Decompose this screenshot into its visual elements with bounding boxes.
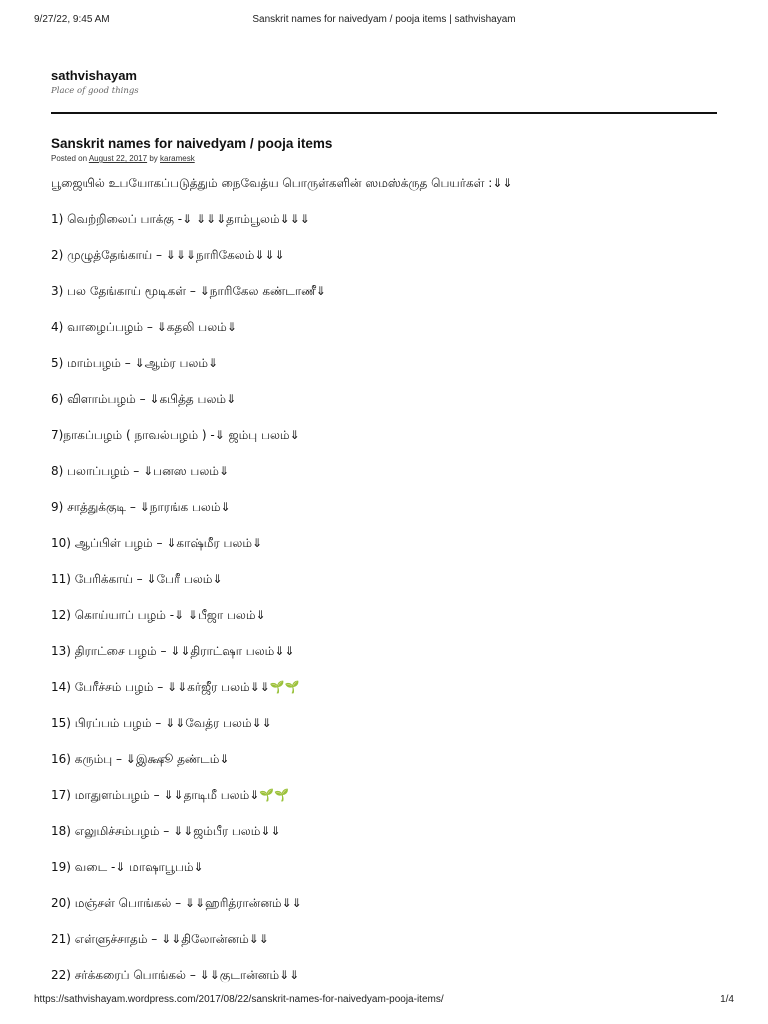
print-datetime: 9/27/22, 9:45 AM [34,14,110,25]
list-item: 11) பேரிக்காய் – ⇓பேரீ பலம்⇓ [51,572,223,586]
list-item: 21) எள்ளுச்சாதம் – ⇓⇓திலோன்னம்⇓⇓ [51,932,269,946]
author-link[interactable]: karamesk [160,154,195,163]
list-item: 4) வாழைப்பழம் – ⇓கதலி பலம்⇓ [51,320,237,334]
by-label: by [149,154,158,163]
list-item: 5) மாம்பழம் – ⇓ஆம்ர பலம்⇓ [51,356,219,370]
print-header [34,14,734,28]
print-footer [34,994,734,1008]
print-page-title: Sanskrit names for naivedyam / pooja items | sathvishayam [252,14,516,25]
site-header [51,68,717,96]
list-item: 6) விளாம்பழம் – ⇓கபித்த பலம்⇓ [51,392,237,406]
site-title[interactable]: sathvishayam [51,68,137,83]
post-title[interactable]: Sanskrit names for naivedyam / pooja items [51,136,333,151]
print-url: https://sathvishayam.wordpress.com/2017/08/22/sanskrit-names-for-naivedyam-pooja-items/ [34,994,444,1005]
list-item: 20) மஞ்சள் பொங்கல் – ⇓⇓ஹரித்ரான்னம்⇓⇓ [51,896,302,910]
list-item: 12) கொய்யாப் பழம் -⇓ ⇓பீஜா பலம்⇓ [51,608,266,622]
post [51,136,728,1003]
list-item: 1) வெற்றிலைப் பாக்கு -⇓ ⇓⇓⇓தாம்பூலம்⇓⇓⇓ [51,212,310,226]
print-page-number: 1/4 [720,994,734,1005]
list-item: 8) பலாப்பழம் – ⇓பனஸ பலம்⇓ [51,464,230,478]
posted-on-label: Posted on [51,154,88,163]
site-tagline: Place of good things [51,86,139,96]
list-item: 22) சர்க்கரைப் பொங்கல் – ⇓⇓குடான்னம்⇓⇓ [51,968,300,982]
list-item: 13) திராட்சை பழம் – ⇓⇓திராட்ஷா பலம்⇓⇓ [51,644,295,658]
header-divider [51,112,717,114]
post-intro: பூஜையில் உபயோகப்படுத்தும் நைவேத்ய பொருள்களின் ஸமஸ்க்ருத பெயர்கள் :⇓⇓ [51,176,513,190]
list-item: 15) பிரப்பம் பழம் – ⇓⇓வேத்ர பலம்⇓⇓ [51,716,272,730]
item-list [51,211,728,1003]
list-item: 2) முழுத்தேங்காய் – ⇓⇓⇓நாரிகேலம்⇓⇓⇓ [51,248,285,262]
list-item: 16) கரும்பு – ⇓இக்ஷூ தண்டம்⇓ [51,752,230,766]
list-item: 10) ஆப்பிள் பழம் – ⇓காஷ்மீர பலம்⇓ [51,536,263,550]
list-item: 14) பேரீச்சம் பழம் – ⇓⇓கர்ஜீர பலம்⇓⇓🌱🌱 [51,680,300,694]
list-item: 17) மாதுளம்பழம் – ⇓⇓தாடிமீ பலம்⇓🌱🌱 [51,788,290,802]
post-date-link[interactable]: August 22, 2017 [88,154,148,163]
post-meta [51,154,728,163]
list-item: 18) எலுமிச்சம்பழம் – ⇓⇓ஜம்பீர பலம்⇓⇓ [51,824,281,838]
list-item: 3) பல தேங்காய் மூடிகள் – ⇓நாரிகேல கண்டாணீ⇓ [51,284,326,298]
list-item: 7)நாகப்பழம் ( நாவல்பழம் ) -⇓ ஜம்பு பலம்⇓ [51,428,300,442]
list-item: 9) சாத்துக்குடி – ⇓நாரங்க பலம்⇓ [51,500,231,514]
list-item: 19) வடை -⇓ மாஷாபூபம்⇓ [51,860,204,874]
